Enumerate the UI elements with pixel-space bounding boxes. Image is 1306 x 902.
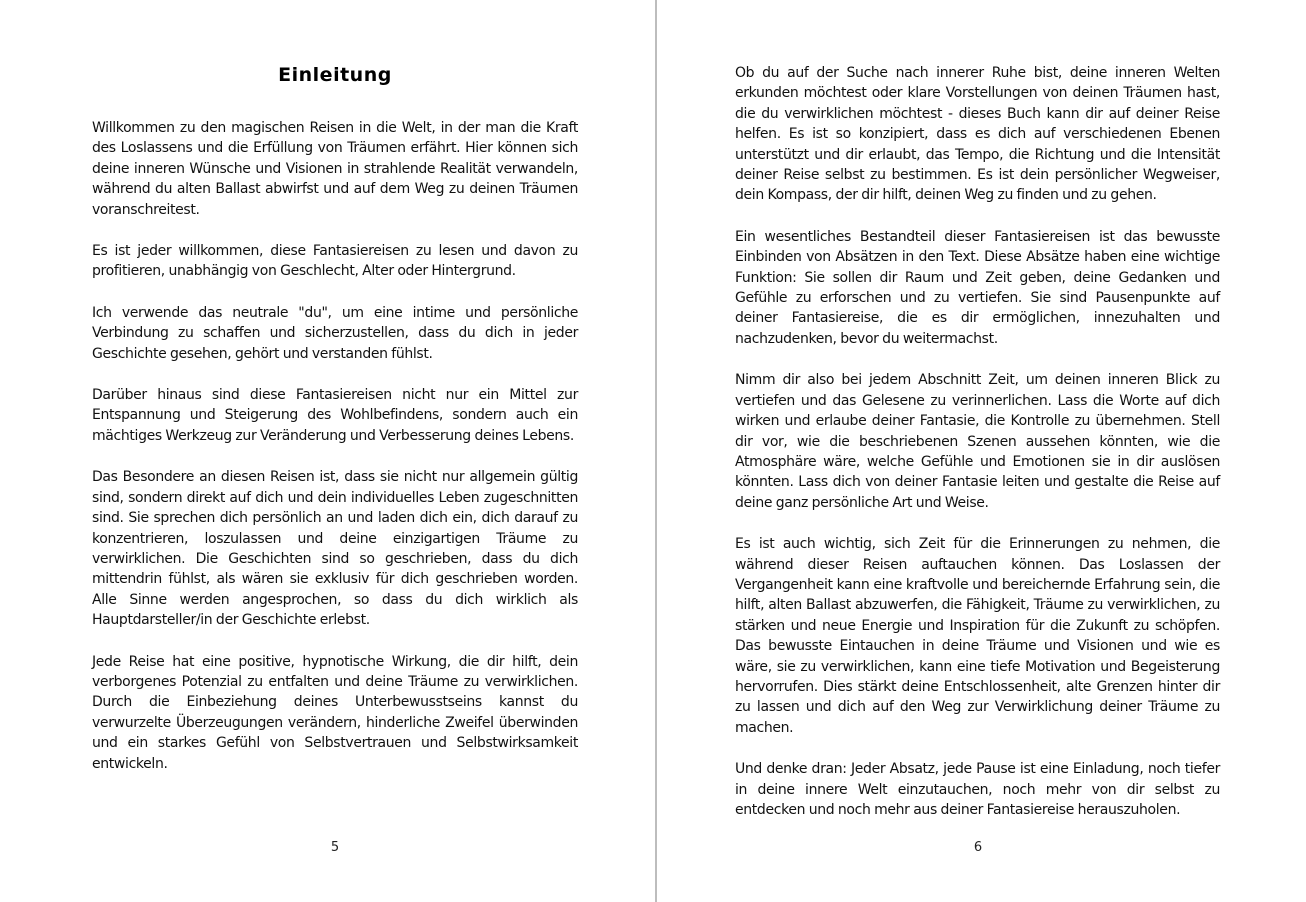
paragraph: Ich verwende das neutrale "du", um eine intime und persönliche Verbindung zu schaffen und sicherzustellen, dass du dich in jeder Geschichte gesehen, gehört und verstanden fühlst. — [92, 304, 578, 362]
right-page-body — [735, 63, 1220, 841]
paragraph: Es ist jeder willkommen, diese Fantasiereisen zu lesen und davon zu profitieren, unabhängig von Geschlecht, Alter oder Hintergrund. — [92, 243, 578, 280]
page-number: 6 — [973, 840, 983, 855]
page-number: 5 — [330, 840, 340, 855]
paragraph: Willkommen zu den magischen Reisen in die Welt, in der man die Kraft des Loslassens und die Erfüllung von Träumen erfährt. Hier können sich deine inneren Wünsche und Visionen in strahlende Realität verwandeln, während du alten Ballast abwirfst und auf dem Weg zu deinen Träumen voranschreitest. — [92, 120, 578, 218]
paragraph: Und denke dran: Jeder Absatz, jede Pause ist eine Einladung, noch tiefer in deine innere Welt einzutauchen, noch mehr von dir selbst zu entdecken und noch mehr aus deiner Fantasiereise herauszuholen. — [735, 761, 1220, 818]
paragraph: Darüber hinaus sind diese Fantasiereisen nicht nur ein Mittel zur Entspannung und Steigerung des Wohlbefindens, sondern auch ein mächtiges Werkzeug zur Veränderung und Verbesserung deines Lebens. — [92, 387, 578, 444]
paragraph: Ob du auf der Suche nach innerer Ruhe bist, deine inneren Welten erkunden möchtest oder klare Vorstellungen von deinen Träumen hast, die du verwirklichen möchtest - dieses Buch kann dir auf deiner Reise helfen. Es ist so konzipiert, dass es dich auf verschiedenen Ebenen unterstützt und dir erlaubt, das Tempo, die Richtung und die Intensität deiner Reise selbst zu bestimmen. Es ist dein persönlicher Wegweiser, dein Kompass, der dir hilft, deinen Weg zu finden und zu gehen. — [735, 65, 1220, 204]
paragraph: Das Besondere an diesen Reisen ist, dass sie nicht nur allgemein gültig sind, sondern direkt auf dich und dein individuelles Leben zugeschnitten sind. Sie sprechen dich persönlich an und laden dich ein, dich darauf zu konzentrieren, loszulassen und deine einzigartigen Träume zu verwirklichen. Die Geschichten sind so geschrieben, dass du dich mittendrin fühlst, als wären sie exklusiv für dich geschrieben worden. Alle Sinne werden angesprochen, so dass du dich wirklich als Hauptdarsteller/in der Geschichte erlebst. — [92, 469, 578, 629]
right-page — [657, 0, 1306, 902]
chapter-title: Einleitung — [278, 64, 392, 86]
paragraph: Es ist auch wichtig, sich Zeit für die Erinnerungen zu nehmen, die während dieser Reisen auftauchen können. Das Loslassen der Vergangenheit kann eine kraftvolle und bereichernde Erfahrung sein, die hilft, alten Ballast abzuwerfen, die Fähigkeit, Träume zu verwirklichen, zu stärken und neue Energie und Inspiration für die Zukunft zu schöpfen. Das bewusste Eintauchen in deine Träume und Visionen und wie es wäre, sie zu verwirklichen, kann eine tiefe Motivation und Begeisterung hervorrufen. Dies stärkt deine Entschlossenheit, alte Grenzen hinter dir zu lassen und dich auf den Weg zur Verwirklichung deiner Träume zu machen. — [735, 536, 1220, 736]
left-page-body — [92, 118, 578, 795]
paragraph: Nimm dir also bei jedem Abschnitt Zeit, um deinen inneren Blick zu vertiefen und das Gelesene zu verinnerlichen. Lass die Worte auf dich wirken und erlaube deiner Fantasie, die Kontrolle zu übernehmen. Stell dir vor, wie die beschriebenen Szenen aussehen könnten, wie die Atmosphäre wäre, welche Gefühle und Emotionen sie in dir auslösen könnten. Lass dich von deiner Fantasie leiten und gestalte die Reise auf deine ganz persönliche Art und Weise. — [735, 372, 1220, 511]
paragraph: Ein wesentliches Bestandteil dieser Fantasiereisen ist das bewusste Einbinden von Absätzen in den Text. Diese Absätze haben eine wichtige Funktion: Sie sollen dir Raum und Zeit geben, deine Gedanken und Gefühle zu erforschen und zu vertiefen. Sie sind Pausenpunkte auf deiner Fantasiereise, die es dir ermöglichen, innezuhalten und nachzudenken, bevor du weitermachst. — [735, 228, 1220, 347]
paragraph: Jede Reise hat eine positive, hypnotische Wirkung, die dir hilft, dein verborgenes Potenzial zu entfalten und deine Träume zu verwirklichen. Durch die Einbeziehung deines Unterbewusstseins kannst du verwurzelte Überzeugungen verändern, hinderliche Zweifel überwinden und ein starkes Gefühl von Selbstvertrauen und Selbstwirksamkeit entwickeln. — [92, 653, 578, 772]
